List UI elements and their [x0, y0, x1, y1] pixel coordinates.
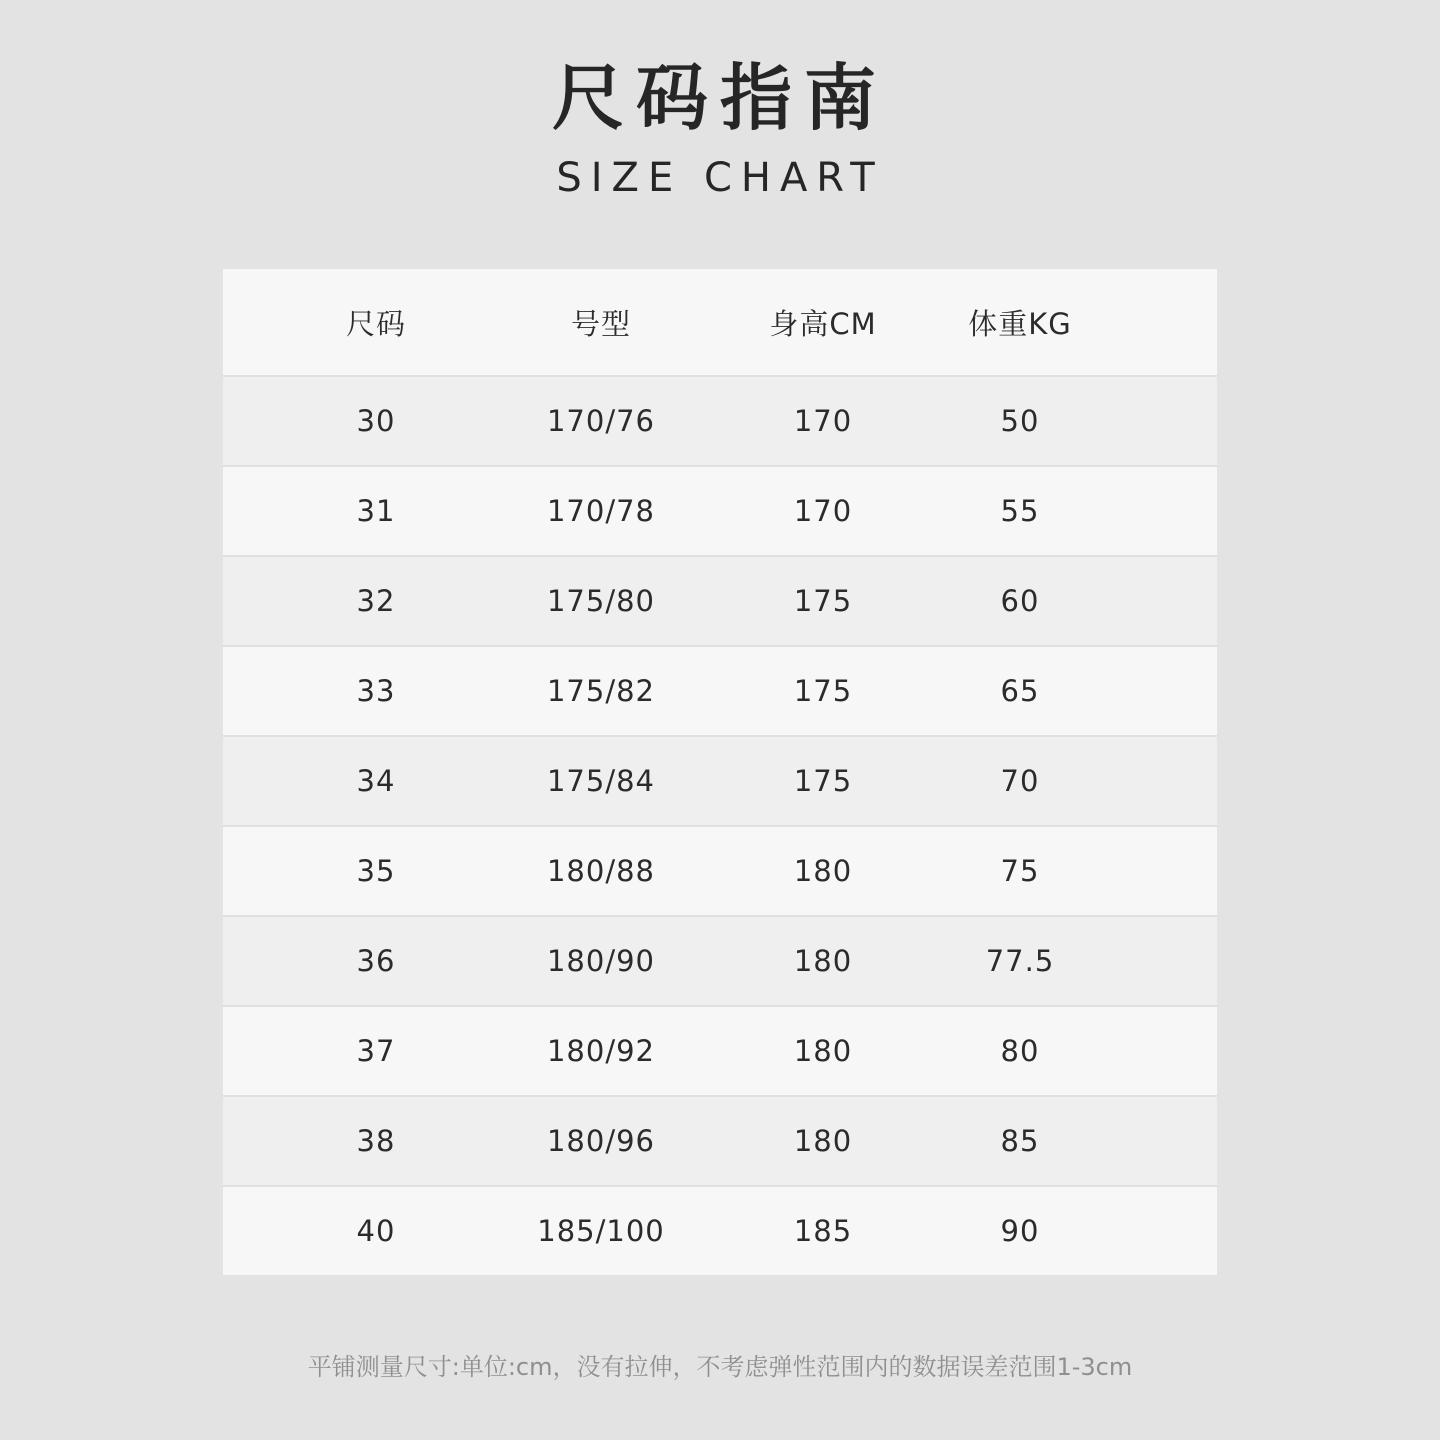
- height-cell: 180: [793, 944, 853, 978]
- header-size: 尺码: [345, 306, 406, 341]
- table-header-row: [223, 269, 1217, 375]
- weight-cell: 85: [1000, 1124, 1040, 1158]
- table-row: [223, 375, 1217, 465]
- size-cell: 36: [356, 944, 396, 978]
- size-cell: 40: [356, 1214, 396, 1248]
- weight-cell: 70: [1000, 764, 1040, 798]
- page-title: 尺码指南: [551, 56, 888, 140]
- height-cell: 180: [793, 1034, 853, 1068]
- size-cell: 38: [356, 1124, 396, 1158]
- height-cell: 170: [793, 404, 853, 438]
- table-row: [223, 555, 1217, 645]
- table-body: [223, 375, 1217, 1275]
- height-cell: 170: [793, 494, 853, 528]
- page-subtitle: SIZE CHART: [556, 155, 884, 201]
- size-cell: 37: [356, 1034, 396, 1068]
- header-height: 身高CM: [769, 306, 877, 341]
- size-table: [223, 269, 1217, 1275]
- height-cell: 180: [793, 854, 853, 888]
- measurement-note: 平铺测量尺寸:单位:cm，没有拉伸，不考虑弹性范围内的数据误差范围1-3cm: [307, 1353, 1133, 1381]
- size-cell: 35: [356, 854, 396, 888]
- model-cell: 175/84: [546, 764, 656, 798]
- model-cell: 180/88: [546, 854, 656, 888]
- header-model: 号型: [570, 306, 631, 341]
- weight-cell: 60: [1000, 584, 1040, 618]
- weight-cell: 80: [1000, 1034, 1040, 1068]
- model-cell: 180/96: [546, 1124, 656, 1158]
- height-cell: 180: [793, 1124, 853, 1158]
- table-row: [223, 465, 1217, 555]
- size-cell: 30: [356, 404, 396, 438]
- model-cell: 175/80: [546, 584, 656, 618]
- model-cell: 185/100: [537, 1214, 665, 1248]
- model-cell: 170/78: [546, 494, 656, 528]
- weight-cell: 90: [1000, 1214, 1040, 1248]
- height-cell: 175: [793, 674, 853, 708]
- weight-cell: 50: [1000, 404, 1040, 438]
- weight-cell: 75: [1000, 854, 1040, 888]
- model-cell: 180/90: [546, 944, 656, 978]
- weight-cell: 55: [1000, 494, 1040, 528]
- model-cell: 170/76: [546, 404, 656, 438]
- height-cell: 185: [793, 1214, 853, 1248]
- model-cell: 175/82: [546, 674, 656, 708]
- weight-cell: 77.5: [985, 944, 1055, 978]
- table-row: [223, 825, 1217, 915]
- size-cell: 33: [356, 674, 396, 708]
- height-cell: 175: [793, 584, 853, 618]
- table-row: [223, 915, 1217, 1005]
- table-row: [223, 735, 1217, 825]
- size-cell: 34: [356, 764, 396, 798]
- size-cell: 32: [356, 584, 396, 618]
- height-cell: 175: [793, 764, 853, 798]
- table-row: [223, 1185, 1217, 1275]
- table-row: [223, 1095, 1217, 1185]
- model-cell: 180/92: [546, 1034, 656, 1068]
- table-row: [223, 645, 1217, 735]
- size-cell: 31: [356, 494, 396, 528]
- table-row: [223, 1005, 1217, 1095]
- header-weight: 体重KG: [968, 306, 1072, 341]
- weight-cell: 65: [1000, 674, 1040, 708]
